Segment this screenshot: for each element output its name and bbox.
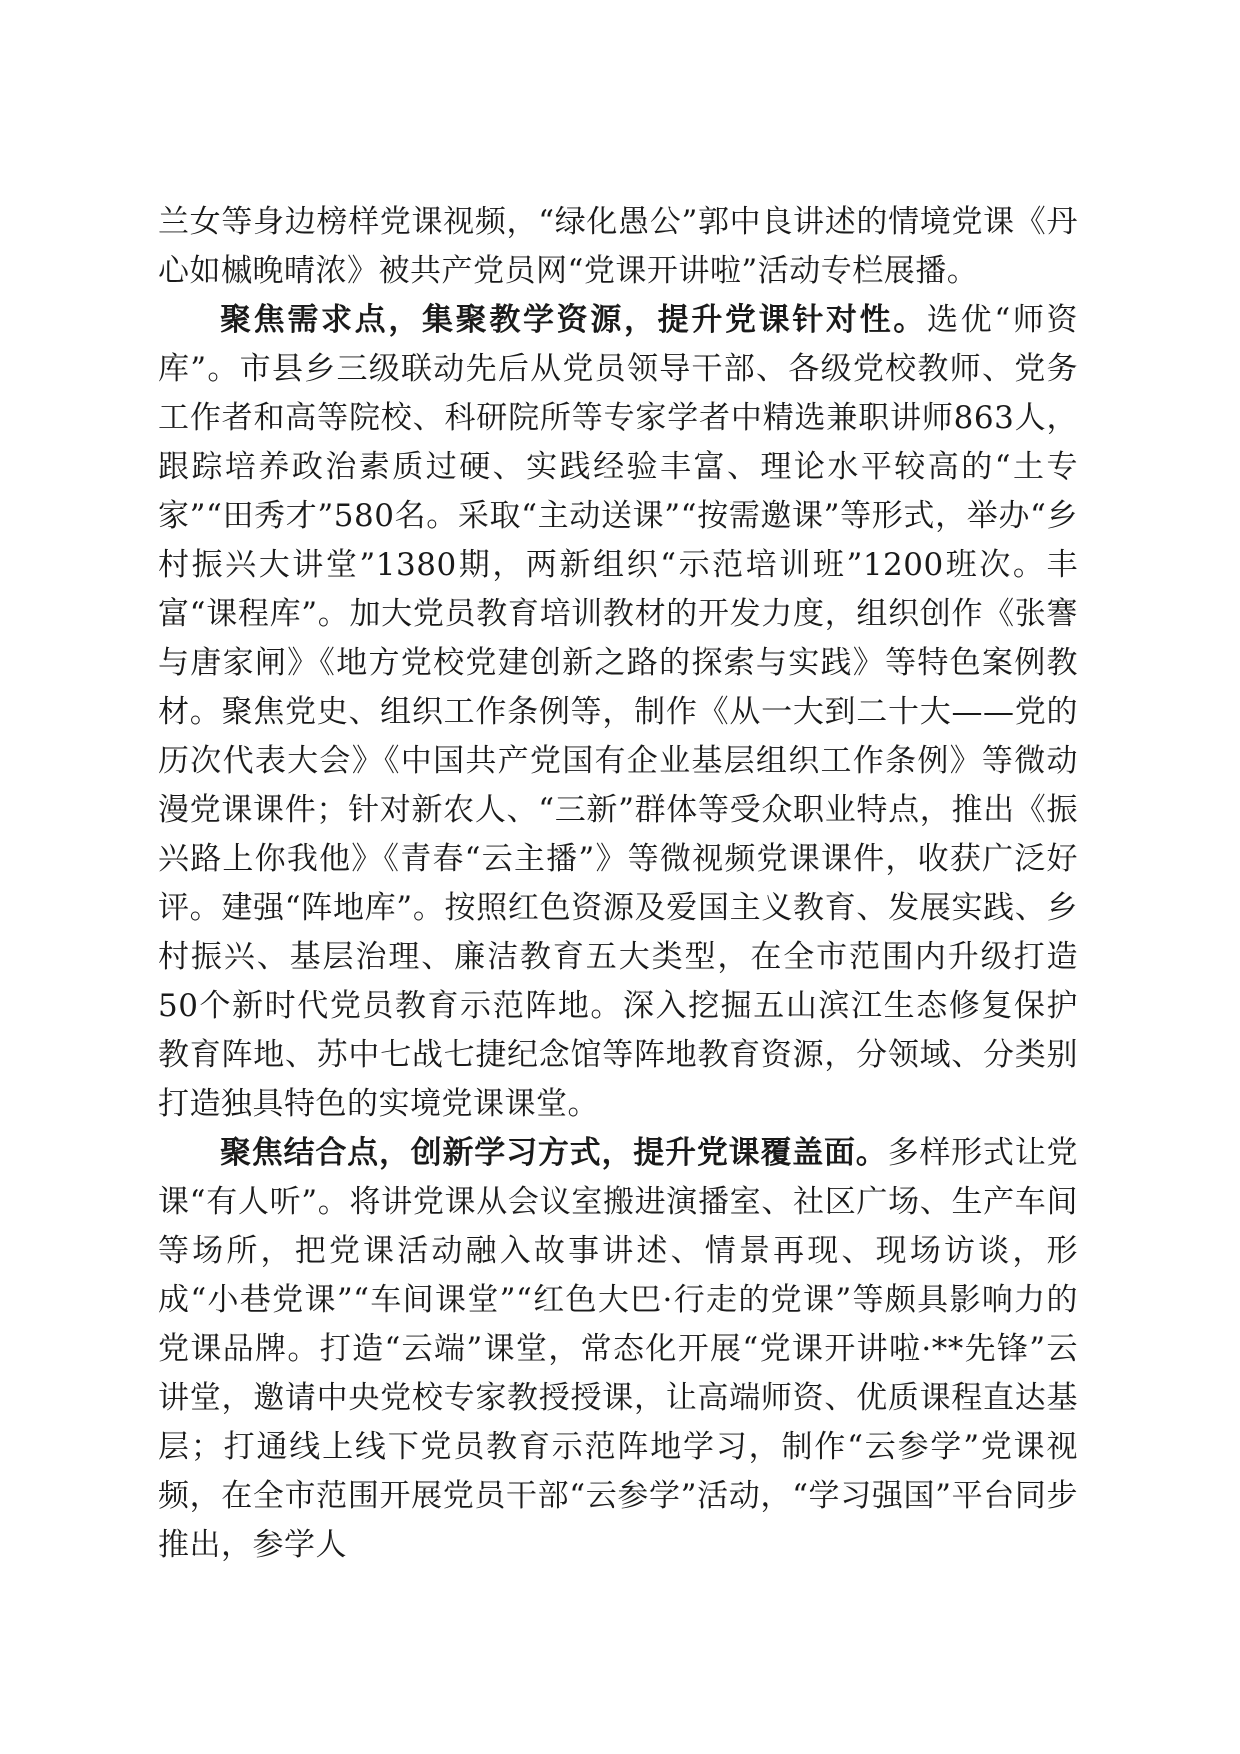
paragraph-3-lead: 聚焦结合点，创新学习方式，提升党课覆盖面。 — [220, 1135, 888, 1171]
paragraph-2-lead: 聚焦需求点，集聚教学资源，提升党课针对性。 — [220, 302, 927, 338]
paragraph-2 — [158, 296, 1078, 1129]
paragraph-3-text: 多样形式让党课“有人听”。将讲党课从会议室搬进演播室、社区广场、生产车间等场所，把党课活动融入故事讲述、情景再现、现场访谈，形成“小巷党课”“车间课堂”“红色大巴·行走的党课”等颇具影响力的党课品牌。打造“云端”课堂，常态化开展“党课开讲啦·**先锋”云讲堂，邀请中央党校专家教授授课，让高端师资、优质课程直达基层；打通线上线下党员教育示范阵地学习，制作“云参学”党课视频，在全市范围开展党员干部“云参学”活动，“学习强国”平台同步推出，参学人 — [158, 1135, 1079, 1563]
paragraph-1-text: 兰女等身边榜样党课视频，“绿化愚公”郭中良讲述的情境党课《丹心如槭晚晴浓》被共产党员网“党课开讲啦”活动专栏展播。 — [158, 204, 1078, 289]
document-body — [158, 198, 1078, 1570]
paragraph-3 — [158, 1129, 1078, 1570]
paragraph-1 — [158, 198, 1078, 296]
paragraph-2-text: 选优“师资库”。市县乡三级联动先后从党员领导干部、各级党校教师、党务工作者和高等院校、科研院所等专家学者中精选兼职讲师863人，跟踪培养政治素质过硬、实践经验丰富、理论水平较高的“土专家”“田秀才”580名。采取“主动送课”“按需邀课”等形式，举办“乡村振兴大讲堂”1380期，两新组织“示范培训班”1200班次。丰富“课程库”。加大党员教育培训教材的开发力度，组织创作《张謇与唐家闸》《地方党校党建创新之路的探索与实践》等特色案例教材。聚焦党史、组织工作条例等，制作《从一大到二十大——党的历次代表大会》《中国共产党国有企业基层组织工作条例》等微动漫党课课件；针对新农人、“三新”群体等受众职业特点，推出《振兴路上你我他》《青春“云主播”》等微视频党课课件，收获广泛好评。建强“阵地库”。按照红色资源及爱国主义教育、发展实践、乡村振兴、基层治理、廉洁教育五大类型，在全市范围内升级打造50个新时代党员教育示范阵地。深入挖掘五山滨江生态修复保护教育阵地、苏中七战七捷纪念馆等阵地教育资源，分领域、分类别打造独具特色的实境党课课堂。 — [158, 302, 1078, 1122]
